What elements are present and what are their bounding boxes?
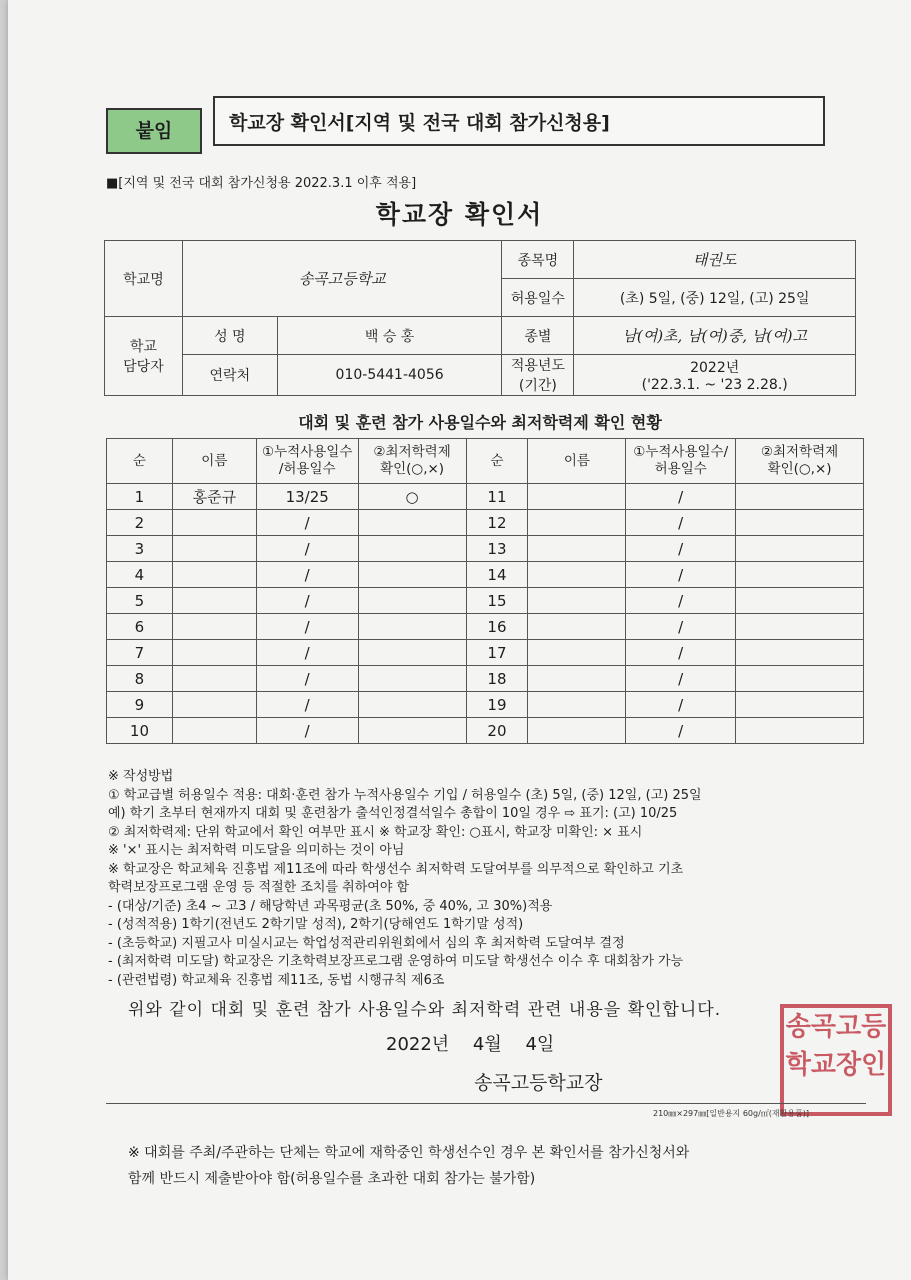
- manager-label-line1: 학교: [129, 339, 157, 355]
- form-title-box: 학교장 확인서[지역 및 전국 대회 참가신청용]: [213, 96, 825, 146]
- row-no-right: 16: [466, 614, 528, 640]
- record-row: [107, 510, 864, 536]
- year-value-line2: ('22.3.1. ~ '23 2.28.): [641, 377, 788, 393]
- row-check-right: [736, 510, 864, 536]
- row-days: 13/25: [256, 484, 358, 510]
- col-no: 순: [107, 439, 173, 484]
- col-no-right: 순: [466, 439, 528, 484]
- records-table: [106, 438, 864, 744]
- row-name: [172, 588, 256, 614]
- col-days-line2: /허용일수: [278, 461, 336, 477]
- row-no-right: 17: [466, 640, 528, 666]
- row-days-right: /: [626, 510, 736, 536]
- row-no-right: 12: [466, 510, 528, 536]
- row-no: 6: [107, 614, 173, 640]
- row-name-right: [528, 588, 626, 614]
- paper-spec: 210㎜×297㎜[일반용지 60g/㎡(재활용품)]: [653, 1109, 810, 1118]
- note-line: - (초등학교) 지필고사 미실시교는 학업성적관리위원회에서 심의 후 최저학력 도달여부 결정: [108, 935, 625, 951]
- school-info-table: [104, 240, 856, 396]
- row-no-right: 19: [466, 692, 528, 718]
- event-value: 태권도: [574, 241, 856, 279]
- row-no: 5: [107, 588, 173, 614]
- row-days-right: /: [626, 666, 736, 692]
- row-name-right: [528, 614, 626, 640]
- footer-note: [128, 1140, 689, 1192]
- document-page: [8, 0, 911, 1280]
- col-check: [358, 439, 466, 484]
- row-no: 9: [107, 692, 173, 718]
- divider-line: [106, 1103, 866, 1104]
- contact-label: 연락처: [182, 355, 277, 396]
- row-name: [172, 692, 256, 718]
- row-name-right: [528, 666, 626, 692]
- manager-label: [105, 317, 183, 396]
- row-check-right: [736, 666, 864, 692]
- row-no-right: 13: [466, 536, 528, 562]
- row-check: [358, 510, 466, 536]
- record-row: [107, 640, 864, 666]
- row-no: 8: [107, 666, 173, 692]
- contact-value: 010-5441-4056: [277, 355, 502, 396]
- row-name-right: [528, 692, 626, 718]
- record-row: [107, 536, 864, 562]
- record-row: [107, 484, 864, 510]
- note-line: ① 학교급별 허용일수 적용: 대회·훈련 참가 누적사용일수 기입 / 허용일수 (초) 5일, (중) 12일, (고) 25일: [108, 787, 702, 803]
- year-label-line1: 적용년도: [510, 358, 565, 374]
- record-row: [107, 666, 864, 692]
- row-check-right: [736, 692, 864, 718]
- row-check-right: [736, 640, 864, 666]
- record-row: [107, 588, 864, 614]
- event-label: 종목명: [502, 241, 574, 279]
- row-no: 4: [107, 562, 173, 588]
- col-check-right: [736, 439, 864, 484]
- record-row: [107, 562, 864, 588]
- note-line: 예) 학기 초부터 현재까지 대회 및 훈련참가 출석인정결석일수 총합이 10일 경우 ⇨ 표기: (고) 10/25: [108, 806, 678, 821]
- row-check-right: [736, 588, 864, 614]
- row-name: [172, 510, 256, 536]
- row-days-right: /: [626, 640, 736, 666]
- row-name: [172, 666, 256, 692]
- row-name: [172, 718, 256, 744]
- official-seal-stamp: 송곡고등 학교장인: [780, 1004, 892, 1116]
- row-no-right: 14: [466, 562, 528, 588]
- instructions-notes: [108, 768, 868, 990]
- col-days-right-line1: ①누적사용일수/: [633, 444, 729, 460]
- gender-value: 남(여)초, 남(여)중, 남(여)고: [574, 317, 856, 355]
- col-check-right-line1: ②최저학력제: [760, 444, 839, 460]
- record-row: [107, 718, 864, 744]
- note-line: - (대상/기준) 초4 ~ 고3 / 해당학년 과목평균(초 50%, 중 40%, 고 30%)적용: [108, 898, 553, 914]
- year-label: [502, 355, 574, 396]
- records-header-row: [107, 439, 864, 484]
- col-days-line1: ①누적사용일수: [262, 444, 353, 460]
- row-days-right: /: [626, 692, 736, 718]
- row-name-right: [528, 718, 626, 744]
- note-line: 학력보장프로그램 운영 등 적절한 조치를 취하여야 함: [108, 880, 410, 895]
- name-label: 성 명: [182, 317, 277, 355]
- record-row: [107, 614, 864, 640]
- row-days: /: [256, 640, 358, 666]
- confirmation-statement: 위와 같이 대회 및 훈련 참가 사용일수와 최저학력 관련 내용을 확인합니다.: [128, 1000, 722, 1020]
- footer-line: ※ 대회를 주최/주관하는 단체는 학교에 재학중인 학생선수인 경우 본 확인서를 참가신청서와: [128, 1145, 690, 1161]
- col-days: [256, 439, 358, 484]
- row-check-right: [736, 614, 864, 640]
- year-value-line1: 2022년: [690, 360, 740, 376]
- row-check: [358, 666, 466, 692]
- allowed-days-value: (초) 5일, (중) 12일, (고) 25일: [574, 279, 856, 317]
- row-no: 2: [107, 510, 173, 536]
- row-check: [358, 614, 466, 640]
- confirmation-date: 2022년 4월 4일: [386, 1034, 555, 1055]
- attachment-tag: 붙임: [106, 108, 202, 154]
- allowed-days-label: 허용일수: [502, 279, 574, 317]
- row-no-right: 20: [466, 718, 528, 744]
- row-no: 3: [107, 536, 173, 562]
- row-check-right: [736, 562, 864, 588]
- row-check-right: [736, 484, 864, 510]
- row-days: /: [256, 614, 358, 640]
- row-no: 7: [107, 640, 173, 666]
- row-days: /: [256, 510, 358, 536]
- row-days: /: [256, 588, 358, 614]
- row-name-right: [528, 536, 626, 562]
- col-check-right-line2: 확인(○,×): [767, 461, 832, 477]
- note-line: ※ 작성방법: [108, 769, 174, 784]
- note-line: ※ 학교장은 학교체육 진흥법 제11조에 따라 학생선수 최저학력 도달여부를 의무적으로 확인하고 기초: [108, 861, 684, 877]
- row-check: [358, 692, 466, 718]
- row-days-right: /: [626, 484, 736, 510]
- name-value: 백 승 홍: [277, 317, 502, 355]
- document-title: 학교장 확인서: [375, 200, 544, 229]
- footer-line: 함께 반드시 제출받아야 함(허용일수를 초과한 대회 참가는 불가함): [128, 1171, 536, 1187]
- row-name: [172, 640, 256, 666]
- row-check: [358, 640, 466, 666]
- row-days: /: [256, 536, 358, 562]
- row-days-right: /: [626, 614, 736, 640]
- row-name-right: [528, 484, 626, 510]
- row-check: [358, 588, 466, 614]
- row-days-right: /: [626, 562, 736, 588]
- col-check-line1: ②최저학력제: [373, 444, 451, 460]
- col-name-right: 이름: [528, 439, 626, 484]
- row-days-right: /: [626, 536, 736, 562]
- school-value: 송곡고등학교: [182, 241, 502, 317]
- row-check-right: [736, 536, 864, 562]
- col-days-right-line2: 허용일수: [654, 461, 707, 477]
- col-days-right: [626, 439, 736, 484]
- manager-label-line2: 담당자: [123, 359, 164, 375]
- row-no: 10: [107, 718, 173, 744]
- row-name: [172, 614, 256, 640]
- principal-signature: 송곡고등학교장: [474, 1072, 603, 1094]
- row-name-right: [528, 562, 626, 588]
- row-name-right: [528, 510, 626, 536]
- note-line: - (성적적용) 1학기(전년도 2학기말 성적), 2학기(당해연도 1학기말 성적): [108, 917, 524, 932]
- year-value: [574, 355, 856, 396]
- row-no-right: 15: [466, 588, 528, 614]
- row-name: 홍준규: [172, 484, 256, 510]
- note-line: ② 최저학력제: 단위 학교에서 확인 여부만 표시 ※ 학교장 확인: ○표시, 학교장 미확인: × 표시: [108, 824, 643, 840]
- row-days: /: [256, 692, 358, 718]
- col-name: 이름: [172, 439, 256, 484]
- row-days: /: [256, 562, 358, 588]
- col-check-line2: 확인(○,×): [380, 461, 445, 477]
- records-section-title: 대회 및 훈련 참가 사용일수와 최저학력제 확인 현황: [298, 413, 662, 432]
- note-line: - (관련법령) 학교체육 진흥법 제11조, 동법 시행규칙 제6조: [108, 972, 445, 988]
- gender-label: 종별: [502, 317, 574, 355]
- row-no-right: 11: [466, 484, 528, 510]
- note-line: - (최저학력 미도달) 학교장은 기초학력보장프로그램 운영하여 미도달 학생선수 이수 후 대회참가 가능: [108, 954, 684, 969]
- row-check-right: [736, 718, 864, 744]
- record-row: [107, 692, 864, 718]
- row-days-right: /: [626, 718, 736, 744]
- row-check: [358, 718, 466, 744]
- row-days: /: [256, 718, 358, 744]
- row-name-right: [528, 640, 626, 666]
- row-no-right: 18: [466, 666, 528, 692]
- row-check: ○: [358, 484, 466, 510]
- note-line: ※ '×' 표시는 최저학력 미도달을 의미하는 것이 아님: [108, 843, 405, 858]
- row-name: [172, 536, 256, 562]
- row-days: /: [256, 666, 358, 692]
- applicability-note: ■[지역 및 전국 대회 참가신청용 2022.3.1 이후 적용]: [106, 176, 417, 191]
- row-days-right: /: [626, 588, 736, 614]
- row-check: [358, 562, 466, 588]
- year-label-line2: (기간): [518, 378, 557, 394]
- row-check: [358, 536, 466, 562]
- row-name: [172, 562, 256, 588]
- row-no: 1: [107, 484, 173, 510]
- school-label: 학교명: [105, 241, 183, 317]
